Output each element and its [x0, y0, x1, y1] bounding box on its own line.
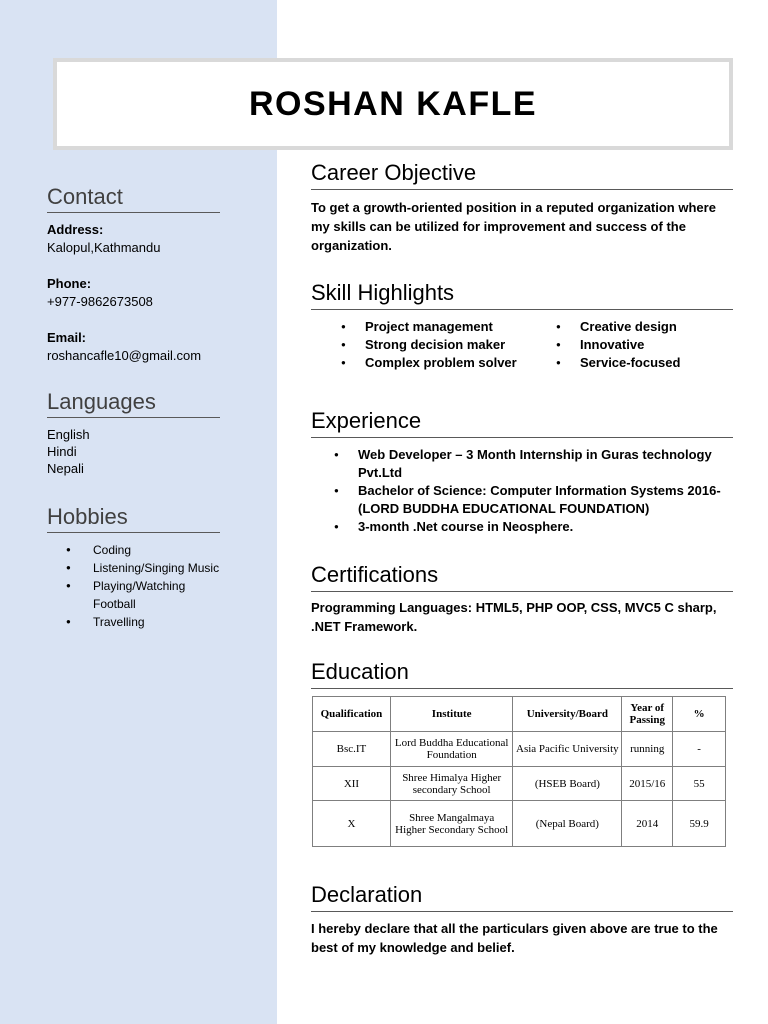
skills-list-left	[341, 318, 521, 372]
career-text: To get a growth-oriented position in a reputed organization where my skills can be utilized for improvement and success of the organization.	[311, 200, 716, 253]
table-header: Qualification	[313, 697, 391, 732]
certifications-text: Programming Languages: HTML5, PHP OOP, CSS, MVC5 C sharp, .NET Framework.	[311, 600, 717, 634]
candidate-name: ROSHAN KAFLE	[248, 84, 538, 123]
table-cell: 55	[673, 767, 726, 801]
table-cell: 2014	[622, 801, 673, 847]
table-cell: (HSEB Board)	[513, 767, 622, 801]
table-cell: 2015/16	[622, 767, 673, 801]
name-banner	[53, 58, 733, 150]
hobby-item: ● Playing/Watching Football	[66, 577, 223, 613]
table-row	[313, 732, 726, 767]
address-value: Kalopul,Kathmandu	[47, 240, 161, 255]
table-cell: 59.9	[673, 801, 726, 847]
languages-heading: Languages	[47, 389, 220, 418]
table-row	[313, 801, 726, 847]
table-header: %	[673, 697, 726, 732]
email-block	[47, 329, 201, 365]
education-table	[312, 696, 726, 847]
table-cell: Asia Pacific University	[513, 732, 622, 767]
table-header: Year of Passing	[622, 697, 673, 732]
education-heading: Education	[311, 658, 733, 689]
address-label: Address:	[47, 222, 104, 237]
phone-value: +977-9862673508	[47, 294, 153, 309]
table-cell: (Nepal Board)	[513, 801, 622, 847]
table-cell: Lord Buddha Educational Foundation	[390, 732, 513, 767]
languages-list	[47, 426, 90, 477]
phone-label: Phone:	[47, 276, 92, 291]
experience-list	[334, 446, 733, 536]
email-label: Email:	[47, 330, 87, 345]
table-cell: running	[622, 732, 673, 767]
address-block	[47, 221, 160, 257]
table-header: University/Board	[513, 697, 622, 732]
hobbies-heading: Hobbies	[47, 504, 220, 533]
experience-item: ● 3-month .Net course in Neosphere.	[334, 518, 733, 536]
certifications-heading: Certifications	[311, 561, 733, 592]
skill-item: ● Strong decision maker	[341, 336, 521, 354]
table-cell: Shree Himalya Higher secondary School	[390, 767, 513, 801]
experience-item: ● Web Developer – 3 Month Internship in Guras technology Pvt.Ltd	[334, 446, 733, 482]
table-header: Institute	[390, 697, 513, 732]
table-cell: Bsc.IT	[313, 732, 391, 767]
skill-item: ● Project management	[341, 318, 521, 336]
email-value[interactable]: roshancafle10@gmail.com	[47, 348, 202, 363]
table-row	[313, 767, 726, 801]
hobbies-list	[66, 541, 223, 631]
career-heading: Career Objective	[311, 159, 733, 190]
table-header-row	[313, 697, 726, 732]
skills-list-right	[556, 318, 726, 372]
language-item: Hindi	[47, 444, 77, 459]
table-cell: -	[673, 732, 726, 767]
experience-item: ● Bachelor of Science: Computer Information Systems 2016- (LORD BUDDHA EDUCATIONAL FOUNDATION)	[334, 482, 733, 518]
contact-heading: Contact	[47, 184, 220, 213]
hobby-item: ● Listening/Singing Music	[66, 559, 223, 577]
table-cell: Shree Mangalmaya Higher Secondary School	[390, 801, 513, 847]
table-cell: X	[313, 801, 391, 847]
language-item: Nepali	[47, 461, 84, 476]
skill-item: ● Creative design	[556, 318, 726, 336]
skill-item: ● Complex problem solver	[341, 354, 521, 372]
phone-block	[47, 275, 153, 311]
table-cell: XII	[313, 767, 391, 801]
skill-item: ● Service-focused	[556, 354, 726, 372]
declaration-heading: Declaration	[311, 881, 733, 912]
skills-heading: Skill Highlights	[311, 279, 733, 310]
hobby-item: ● Travelling	[66, 613, 223, 631]
hobby-item: ● Coding	[66, 541, 223, 559]
language-item: English	[47, 427, 90, 442]
skill-item: ● Innovative	[556, 336, 726, 354]
declaration-text: I hereby declare that all the particulars given above are true to the best of my knowledge and belief.	[311, 921, 718, 955]
experience-heading: Experience	[311, 407, 733, 438]
